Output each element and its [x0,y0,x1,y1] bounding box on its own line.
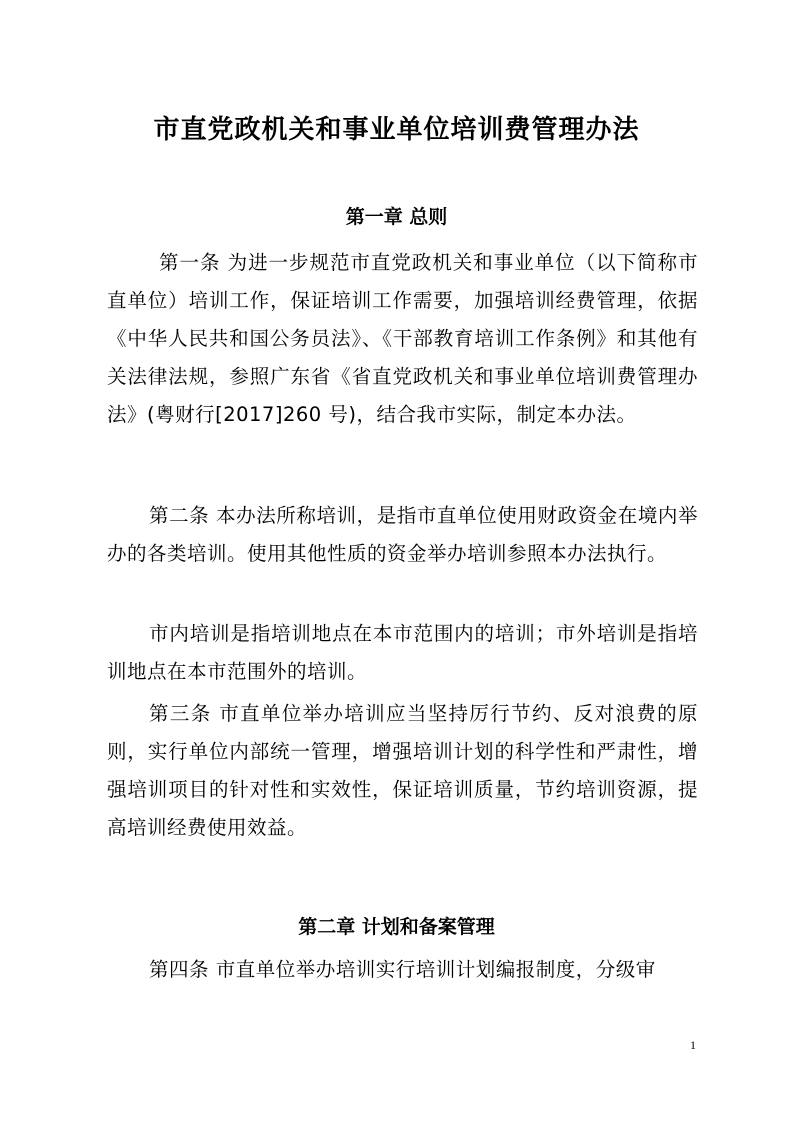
document-title: 市直党政机关和事业单位培训费管理办法 [153,115,640,145]
article-2-paragraph: 第二条 本办法所称培训，是指市直单位使用财政资金在境内举办的各类培训。使用其他性质的资金举办培训参照本办法执行。 [107,504,698,565]
chapter-heading-planning: 第二章 计划和备案管理 [298,916,495,938]
article-4-paragraph: 第四条 市直单位举办培训实行培训计划编报制度，分级审 [149,958,656,981]
article-1-paragraph: 第一条 为进一步规范市直党政机关和事业单位（以下简称市直单位）培训工作，保证培训工作需要，加强培训经费管理，依据《中华人民共和国公务员法》、《干部教育培训工作条例》和其他有关法律法规，参照广东省《省直党政机关和事业单位培训费管理办法》(粤财行[2017]260 号)，结合我市实际，制定本办法。 [107,251,698,426]
training-scope-paragraph: 市内培训是指培训地点在本市范围内的培训；市外培训是指培训地点在本市范围外的培训。 [107,622,698,683]
page-number: 1 [690,1038,696,1052]
chapter-heading-general: 第一章 总则 [345,206,448,228]
article-3-paragraph: 第三条 市直单位举办培训应当坚持厉行节约、反对浪费的原则，实行单位内部统一管理，增强培训计划的科学性和严肃性，增强培训项目的针对性和实效性，保证培训质量，节约培训资源，提高培训经费使用效益。 [107,702,698,839]
